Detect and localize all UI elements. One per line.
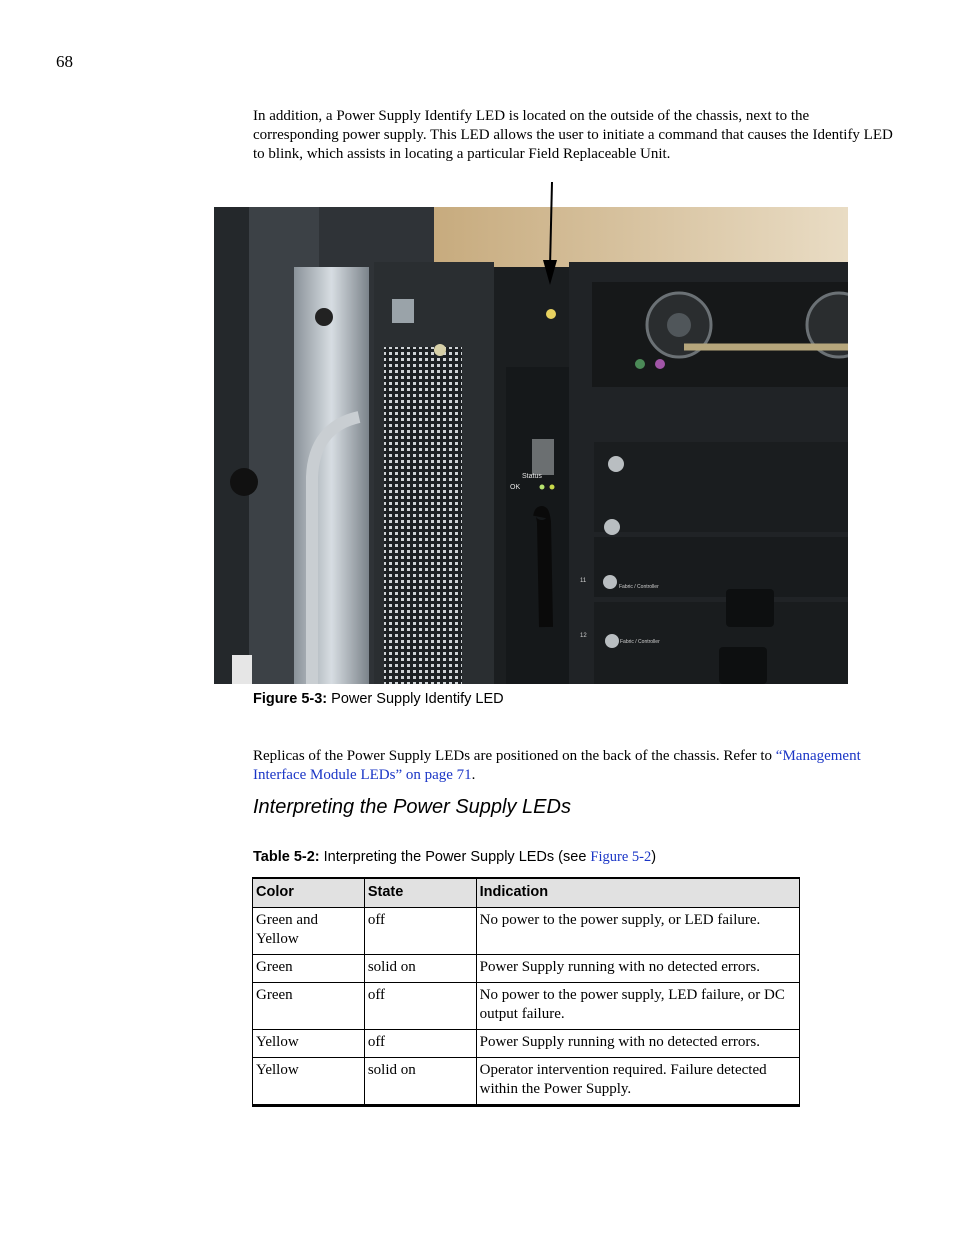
table-row bbox=[253, 1058, 800, 1106]
pointer-arrow-icon bbox=[540, 182, 560, 287]
column-header-state: State bbox=[364, 878, 476, 908]
page-number: 68 bbox=[56, 52, 73, 71]
cell-state: solid on bbox=[364, 955, 476, 983]
column-header-indication: Indication bbox=[476, 878, 799, 908]
replica-text: Replicas of the Power Supply LEDs are positioned on the back of the chassis. Refer to bbox=[253, 748, 776, 764]
figure-5-2-link[interactable]: Figure 5-2 bbox=[590, 849, 652, 865]
photo-slot-12: 12 bbox=[580, 633, 587, 639]
figure-caption bbox=[253, 691, 504, 707]
table-title-suffix: ) bbox=[651, 849, 657, 865]
chassis-photo bbox=[214, 207, 848, 684]
replica-end: . bbox=[471, 767, 476, 783]
photo-ok-label: OK bbox=[510, 484, 521, 491]
figure-label: Figure 5-3: bbox=[253, 691, 328, 707]
table-label: Table 5-2: bbox=[253, 849, 320, 865]
cell-color: Yellow bbox=[253, 1058, 365, 1106]
cell-color: Green bbox=[253, 955, 365, 983]
cell-color: Green and Yellow bbox=[253, 908, 365, 955]
cell-indication: No power to the power supply, or LED failure. bbox=[476, 908, 799, 955]
cell-state: off bbox=[364, 983, 476, 1030]
figure-title: Power Supply Identify LED bbox=[331, 691, 504, 707]
power-supply-led-table bbox=[252, 877, 800, 1107]
table-row bbox=[253, 955, 800, 983]
photo-slot-11: 11 bbox=[580, 578, 587, 584]
cell-color: Green bbox=[253, 983, 365, 1030]
table-row bbox=[253, 983, 800, 1030]
table-header-row bbox=[253, 878, 800, 908]
table-row bbox=[253, 1030, 800, 1058]
section-heading: Interpreting the Power Supply LEDs bbox=[253, 796, 571, 818]
cell-indication: Power Supply running with no detected errors. bbox=[476, 1030, 799, 1058]
cell-state: off bbox=[364, 1030, 476, 1058]
intro-paragraph: In addition, a Power Supply Identify LED is located on the outside of the chassis, next to the corresponding power supply. This LED allows the user to initiate a command that causes the Identify LED to blink, which assists in locating a particular Field Replaceable Unit. bbox=[253, 108, 893, 162]
cell-indication: No power to the power supply, LED failure, or DC output failure. bbox=[476, 983, 799, 1030]
management-module-leds-link[interactable]: “Management Interface Module LEDs” on page 71 bbox=[253, 748, 861, 783]
replica-paragraph bbox=[253, 747, 893, 785]
table-row bbox=[253, 908, 800, 955]
photo-status-label: Status bbox=[522, 473, 542, 480]
cell-color: Yellow bbox=[253, 1030, 365, 1058]
cell-indication: Power Supply running with no detected errors. bbox=[476, 955, 799, 983]
cell-state: solid on bbox=[364, 1058, 476, 1106]
cell-indication: Operator intervention required. Failure detected within the Power Supply. bbox=[476, 1058, 799, 1106]
table-title-prefix: Interpreting the Power Supply LEDs (see bbox=[323, 849, 591, 865]
photo-fabric-label-1: Fabric / Controller bbox=[619, 584, 659, 590]
table-caption bbox=[253, 849, 656, 866]
cell-state: off bbox=[364, 908, 476, 955]
photo-fabric-label-2: Fabric / Controller bbox=[620, 639, 660, 645]
column-header-color: Color bbox=[253, 878, 365, 908]
